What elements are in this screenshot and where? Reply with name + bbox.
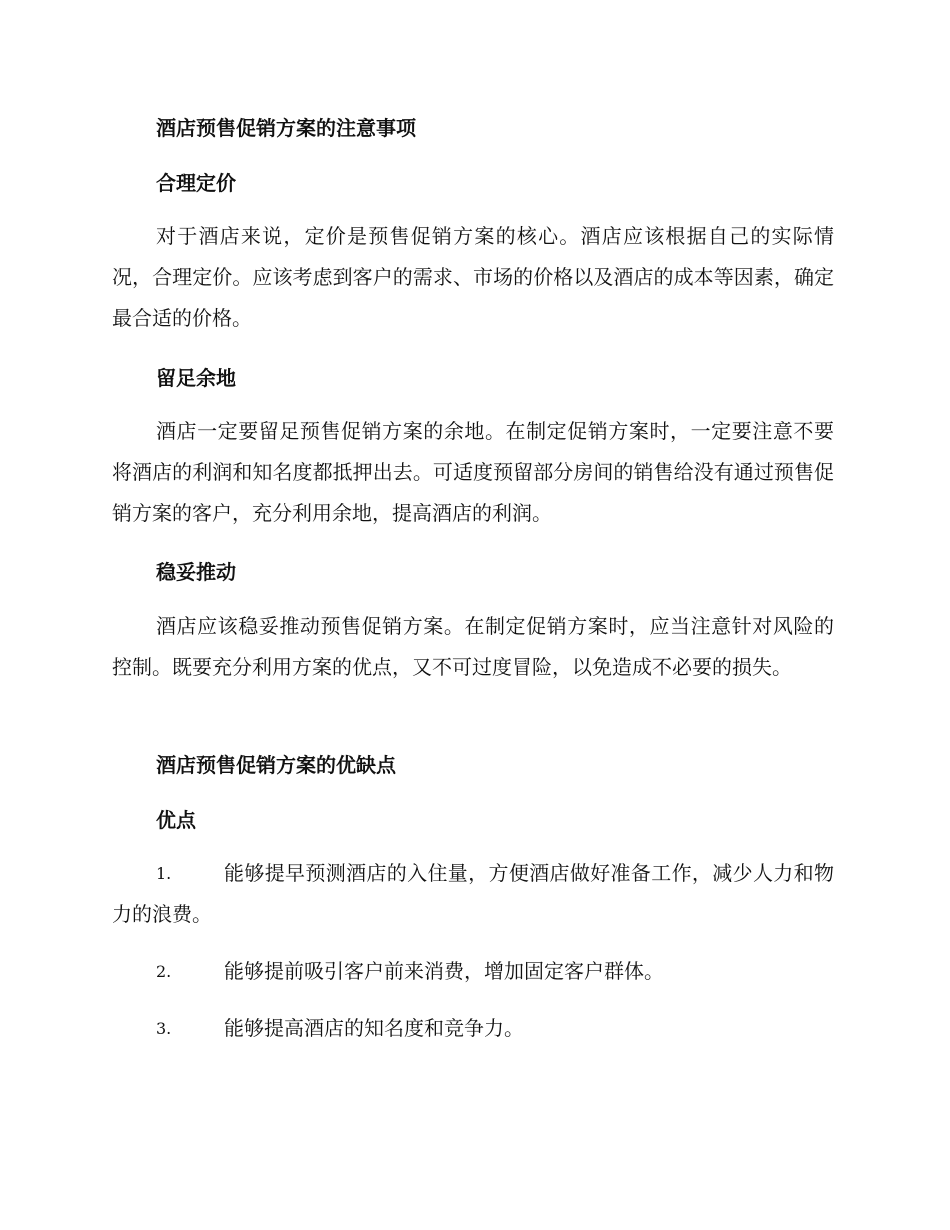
list-item-number: 1. bbox=[156, 864, 172, 883]
list-item-number: 2. bbox=[156, 962, 172, 981]
section-heading-precautions: 酒店预售促销方案的注意事项 bbox=[156, 116, 416, 140]
subsection-title-advantages: 优点 bbox=[156, 808, 196, 832]
list-item bbox=[112, 1008, 834, 1049]
list-item-number: 3. bbox=[156, 1019, 172, 1038]
list-item-text: 能够提前吸引客户前来消费，增加固定客户群体。 bbox=[224, 959, 664, 983]
list-item-text: 能够提高酒店的知名度和竞争力。 bbox=[224, 1016, 524, 1040]
subsection-title-steady: 稳妥推动 bbox=[156, 560, 236, 584]
paragraph-steady: 酒店应该稳妥推动预售促销方案。在制定促销方案时，应当注意针对风险的控制。既要充分利用方案的优点，又不可过度冒险，以免造成不必要的损失。 bbox=[112, 614, 834, 679]
paragraph-pricing: 对于酒店来说，定价是预售促销方案的核心。酒店应该根据自己的实际情况，合理定价。应该考虑到客户的需求、市场的价格以及酒店的成本等因素，确定最合适的价格。 bbox=[112, 224, 834, 330]
paragraph-leeway: 酒店一定要留足预售促销方案的余地。在制定促销方案时，一定要注意不要将酒店的利润和知名度都抵押出去。可适度预留部分房间的销售给没有通过预售促销方案的客户，充分利用余地，提高酒店的利润。 bbox=[112, 419, 834, 525]
subsection-title-pricing: 合理定价 bbox=[156, 171, 236, 195]
list-item bbox=[112, 951, 834, 992]
section-heading-pros-cons: 酒店预售促销方案的优缺点 bbox=[156, 753, 396, 777]
list-item bbox=[112, 853, 834, 935]
list-item-text: 能够提早预测酒店的入住量，方便酒店做好准备工作，减少人力和物力的浪费。 bbox=[112, 861, 834, 926]
subsection-title-leeway: 留足余地 bbox=[156, 366, 236, 390]
